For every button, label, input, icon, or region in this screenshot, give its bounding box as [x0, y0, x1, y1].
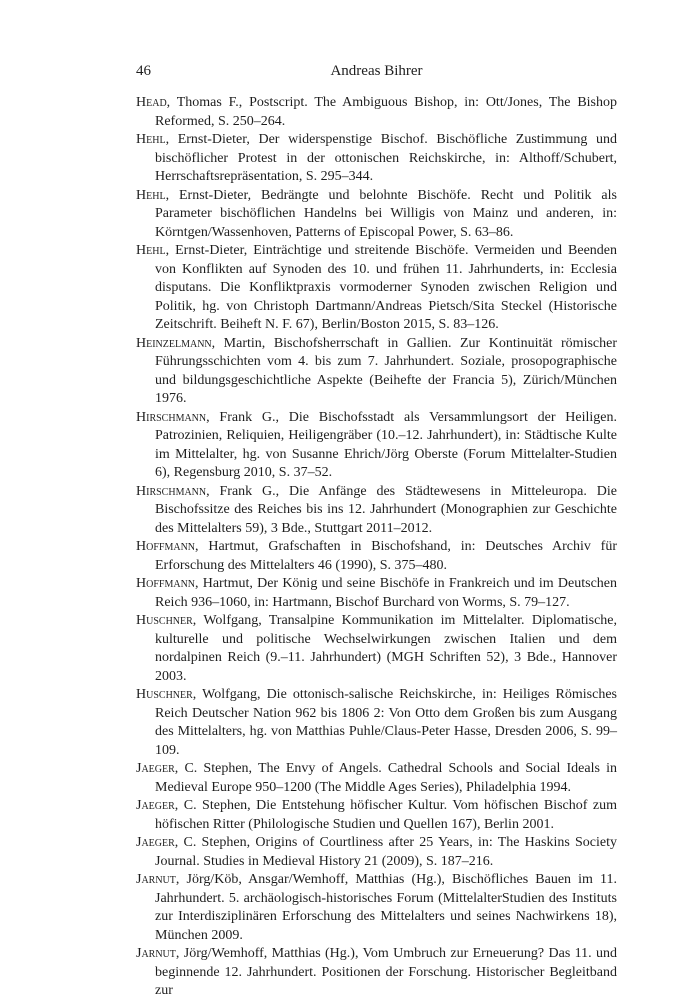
bibliography-entry — [136, 538, 617, 575]
entry-text: , Thomas F., Postscript. The Ambiguous Bishop, in: Ott/Jones, The Bishop Reformed, S. 250–264. — [155, 95, 617, 129]
bibliography-entry — [136, 187, 617, 243]
entry-author: Heinzelmann — [136, 335, 212, 351]
bibliography-entry — [136, 242, 617, 335]
bibliography-entry — [136, 834, 617, 871]
entry-author: Huschner — [136, 613, 193, 628]
entry-author: Hirschmann — [136, 483, 207, 499]
bibliography-entry — [136, 94, 617, 131]
bibliography-list — [136, 94, 617, 1001]
entry-author: Jaeger — [136, 798, 175, 813]
entry-text: , Jörg/Köb, Ansgar/Wemhoff, Matthias (Hg.), Bischöfliches Bauen im 11. Jahrhundert. 5. archäologisch-historisches Forum (MittelalterStudien des Instituts zur Interdisziplinären Erforschung des Mittelalters und seines Nachwirkens 18), München 2009. — [155, 872, 617, 943]
bibliography-entry — [136, 945, 617, 1001]
entry-text: , Frank G., Die Bischofsstadt als Versammlungsort der Heiligen. Patrozinien, Reliquien, Heiligengräber (10.–12. Jahrhundert), in: Städtische Kulte im Mittelalter, hg. von Susanne Ehrich/Jörg Oberste (Forum Mittelalter-Studien 6), Regensburg 2010, S. 37–52. — [155, 409, 617, 480]
bibliography-entry — [136, 483, 617, 539]
entry-author: Hehl — [136, 243, 166, 258]
entry-text: , Wolfgang, Die ottonisch-salische Reichskirche, in: Heiliges Römisches Reich Deutscher Nation 962 bis 1806 2: Von Otto dem Großen bis zum Ausgang des Mittelalters, hg. von Matthias Puhle/Claus-Peter Hasse, Dresden 2006, S. 99–109. — [155, 687, 617, 758]
entry-author: Huschner — [136, 687, 193, 702]
entry-author: Jaeger — [136, 761, 175, 776]
bibliography-entry — [136, 686, 617, 760]
bibliography-entry — [136, 409, 617, 483]
bibliography-entry — [136, 760, 617, 797]
entry-author: Hoffmann — [136, 539, 196, 554]
bibliography-entry — [136, 131, 617, 187]
bibliography-entry — [136, 612, 617, 686]
entry-text: , Frank G., Die Anfänge des Städtewesens in Mitteleuropa. Die Bischofssitze des Reiches bis ins 12. Jahrhundert (Monographien zur Geschichte des Mittelalters 59), 3 Bde., Stuttgart 2011–2012. — [155, 483, 617, 536]
entry-text: , C. Stephen, Origins of Courtliness after 25 Years, in: The Haskins Society Journal. Studies in Medieval History 21 (2009), S. 187–216. — [155, 835, 617, 869]
entry-text: , Ernst-Dieter, Bedrängte und belohnte Bischöfe. Recht und Politik als Parameter bischöflichen Handelns bei Willigis von Mainz und anderen, in: Körntgen/Wassenhoven, Patterns of Episcopal Power, S. 63–86. — [155, 187, 617, 240]
entry-text: , Hartmut, Der König und seine Bischöfe in Frankreich und im Deutschen Reich 936–1060, in: Hartmann, Bischof Burchard von Worms, S. 79–127. — [155, 576, 617, 610]
running-head: Andreas Bihrer — [330, 63, 423, 79]
entry-author: Hehl — [136, 187, 166, 203]
bibliography-entry — [136, 335, 617, 409]
entry-text: , C. Stephen, The Envy of Angels. Cathedral Schools and Social Ideals in Medieval Europe 950–1200 (The Middle Ages Series), Philadelphia 1994. — [155, 761, 617, 795]
entry-author: Jaeger — [136, 835, 175, 850]
entry-text: , C. Stephen, Die Entstehung höfischer Kultur. Vom höfischen Bischof zum höfischen Ritter (Philologische Studien und Quellen 167), Berlin 2001. — [155, 798, 617, 832]
entry-author: Hoffmann — [136, 576, 196, 591]
entry-author: Hirschmann — [136, 409, 207, 425]
entry-author: Head — [136, 95, 167, 110]
entry-text: , Jörg/Wemhoff, Matthias (Hg.), Vom Umbruch zur Erneuerung? Das 11. und beginnende 12. Jahrhundert. Positionen der Forschung. Historischer Begleitband zur — [155, 946, 617, 998]
entry-text: , Wolfgang, Transalpine Kommunikation im Mittelalter. Diplomatische, kulturelle und politische Wechselwirkungen zwischen Italien und dem nordalpinen Reich (9.–11. Jahrhundert) (MGH Schriften 52), 3 Bde., Hannover 2003. — [155, 613, 617, 684]
entry-text: , Ernst-Dieter, Der widerspenstige Bischof. Bischöfliche Zustimmung und bischöflicher Protest in der ottonischen Reichskirche, in: Althoff/Schubert, Herrschaftsrepräsentation, S. 295–344. — [155, 132, 617, 184]
bibliography-entry — [136, 797, 617, 834]
entry-text: , Hartmut, Grafschaften in Bischofshand, in: Deutsches Archiv für Erforschung des Mittelalters 46 (1990), S. 375–480. — [155, 539, 617, 573]
entry-author: Hehl — [136, 132, 166, 147]
entry-author: Jarnut — [136, 946, 176, 961]
entry-text: , Martin, Bischofsherrschaft in Gallien. Zur Kontinuität römischer Führungsschichten vom 4. bis zum 7. Jahrhundert. Soziale, prosopographische und bildungsgeschichtliche Aspekte (Beihefte der Francia 5), Zürich/München 1976. — [155, 335, 617, 406]
entry-author: Jarnut — [136, 872, 176, 887]
bibliography-entry — [136, 871, 617, 945]
entry-text: , Ernst-Dieter, Einträchtige und streitende Bischöfe. Vermeiden und Beenden von Konflikten auf Synoden des 10. und frühen 11. Jahrhunderts, in: Ecclesia disputans. Die Konfliktpraxis vormoderner Synoden zwischen Religion und Politik, hg. von Christoph Dartmann/Andreas Pietsch/Sita Steckel (Historische Zeitschrift. Beiheft N. F. 67), Berlin/Boston 2015, S. 83–126. — [155, 243, 617, 332]
bibliography-entry — [136, 575, 617, 612]
page-number: 46 — [136, 63, 151, 79]
